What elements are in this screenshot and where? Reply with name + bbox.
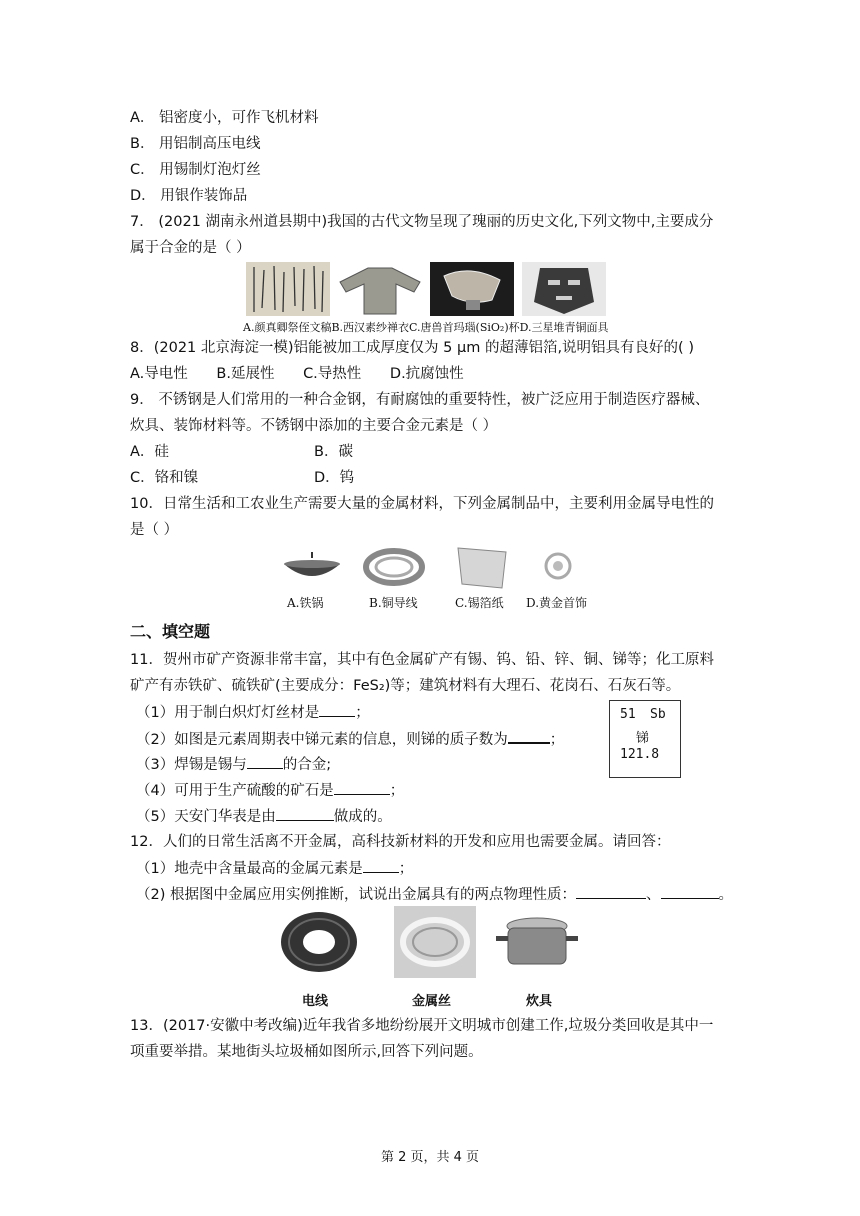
q11-sub3-text-b: 的合金; <box>282 757 332 773</box>
q10-stem-line2: 是（ ） <box>130 522 179 538</box>
q12-sub2 <box>136 884 733 905</box>
q11-sub2-semicolon: ； <box>549 732 565 748</box>
section-heading-fill-in: 二、填空题 <box>130 622 211 641</box>
q12-sub2-end: 。 <box>718 887 733 903</box>
q7-stem-line1: 7． (2021 湖南永州道县期中)我国的古代文物呈现了瑰丽的历史文化,下列文物中,主要成分 <box>130 214 714 230</box>
q10-stem-line1: 10．日常生活和工农业生产需要大量的金属材料，下列金属制品中，主要利用金属导电性的 <box>130 496 714 512</box>
q9-option-a: A．硅 <box>130 444 169 460</box>
q6-option-d: D． 用银作装饰品 <box>130 188 248 204</box>
q11-sub5 <box>136 806 392 827</box>
q12-sub1-text: （1）地壳中含量最高的金属元素是 <box>136 861 363 877</box>
blank-q12-2b[interactable] <box>661 884 719 899</box>
silk-robe-image <box>338 262 422 316</box>
q11-sub5-text-a: （5）天安门华表是由 <box>136 809 276 825</box>
q11-sub4 <box>136 780 404 801</box>
q13-stem-line1: 13．(2017·安徽中考改编)近年我省多地纷纷展开文明城市创建工作,垃圾分类回收是其中一 <box>130 1018 714 1034</box>
blank-q11-1[interactable] <box>319 702 355 717</box>
q12-caption-metal-wire: 金属丝 <box>412 994 452 1009</box>
blank-q11-5[interactable] <box>276 806 334 821</box>
page-footer: 第 2 页，共 4 页 <box>380 1150 480 1165</box>
q12-caption-wire: 电线 <box>302 994 329 1009</box>
q9-option-c: C．铬和镍 <box>130 470 199 486</box>
element-symbol: Sb <box>650 707 666 722</box>
q11-sub3-text-a: （3）焊锡是锡与 <box>136 757 247 773</box>
q10-caption-c: C.锡箔纸 <box>455 596 504 610</box>
q10-caption-b: B.铜导线 <box>369 596 418 610</box>
element-name: 锑 <box>636 731 650 746</box>
q9-stem-line2: 炊具、装饰材料等。不锈钢中添加的主要合金元素是（ ） <box>130 418 498 434</box>
blank-q12-2a[interactable] <box>576 884 646 899</box>
q11-sub1-text: （1）用于制白炽灯灯丝材是 <box>136 705 320 721</box>
antimony-element-card <box>609 700 681 778</box>
agate-cup-image <box>430 262 514 316</box>
element-mass: 121.8 <box>620 747 660 762</box>
q11-sub1-semicolon: ； <box>355 705 370 721</box>
bronze-mask-image <box>522 262 606 316</box>
q12-stem: 12．人们的日常生活离不开金属，高科技新材料的开发和应用也需要金属。请回答： <box>130 834 671 850</box>
element-number: 51 <box>620 707 636 722</box>
q13-stem-line2: 项重要举措。某地街头垃圾桶如图所示,回答下列问题。 <box>130 1044 483 1060</box>
blank-q11-4[interactable] <box>334 780 390 795</box>
q11-sub4-semicolon: ； <box>389 783 405 799</box>
q10-caption-a: A.铁锅 <box>287 596 324 610</box>
q11-sub2 <box>136 728 564 750</box>
q8-options <box>130 364 464 384</box>
q6-option-c: C． 用锡制灯泡灯丝 <box>130 162 261 178</box>
q8-option-b: B.延展性 <box>216 366 275 382</box>
q9-option-d: D．钨 <box>314 470 355 486</box>
q9-stem-line1: 9． 不锈钢是人们常用的一种合金钢，有耐腐蚀的重要特性，被广泛应用于制造医疗器械、 <box>130 392 710 408</box>
q11-sub5-text-b: 做成的。 <box>333 809 392 825</box>
q12-sub1-semicolon: ； <box>398 861 414 877</box>
q10-caption-d: D.黄金首饰 <box>526 596 588 610</box>
metal-wire-image <box>394 906 476 978</box>
q9-option-b: B．碳 <box>314 444 353 460</box>
q12-caption-cookware: 炊具 <box>526 994 553 1009</box>
q11-sub1 <box>136 702 370 723</box>
q12-sub1 <box>136 858 413 879</box>
q8-option-a: A.导电性 <box>130 366 188 382</box>
q11-sub4-text: （4）可用于生产硫酸的矿石是 <box>136 783 334 799</box>
q7-stem-line2: 属于合金的是（ ） <box>130 240 251 256</box>
calligraphy-image <box>246 262 330 316</box>
q12-sub2-sep: 、 <box>646 887 661 903</box>
iron-wok-image <box>280 544 344 590</box>
q12-sub2-text: （2) 根据图中金属应用实例推断，试说出金属具有的两点物理性质： <box>136 887 576 903</box>
q6-option-b: B． 用铝制高压电线 <box>130 136 261 152</box>
q11-stem-line1: 11．贺州市矿产资源非常丰富，其中有色金属矿产有锡、钨、铅、锌、铜、锑等；化工原料 <box>130 652 714 668</box>
q11-stem-line2: 矿产有赤铁矿、硫铁矿(主要成分：FeS₂)等；建筑材料有大理石、花岗石、石灰石等。 <box>130 678 681 694</box>
q8-option-c: C.导热性 <box>303 366 362 382</box>
q8-option-d: D.抗腐蚀性 <box>389 366 464 382</box>
wire-coil-image <box>276 906 362 978</box>
blank-q11-2[interactable] <box>508 728 550 744</box>
gold-jewelry-image <box>534 544 582 590</box>
cookware-pot-image <box>494 912 580 976</box>
tin-foil-image <box>452 544 512 590</box>
blank-q12-1[interactable] <box>363 858 399 873</box>
copper-wire-image <box>362 544 426 590</box>
q7-caption: A.颜真卿祭侄文稿B.西汉素纱禅衣C.唐兽首玛瑙(SiO₂)杯D.三星堆青铜面具 <box>243 321 609 334</box>
q11-sub2-text: （2）如图是元素周期表中锑元素的信息，则锑的质子数为 <box>136 732 508 748</box>
q8-stem: 8．(2021 北京海淀一模)铝能被加工成厚度仅为 5 μm 的超薄铝箔,说明铝具有良好的( ) <box>130 340 694 356</box>
blank-q11-3[interactable] <box>247 754 283 769</box>
q11-sub3 <box>136 754 331 775</box>
q6-option-a: A． 铝密度小，可作飞机材料 <box>130 110 319 126</box>
